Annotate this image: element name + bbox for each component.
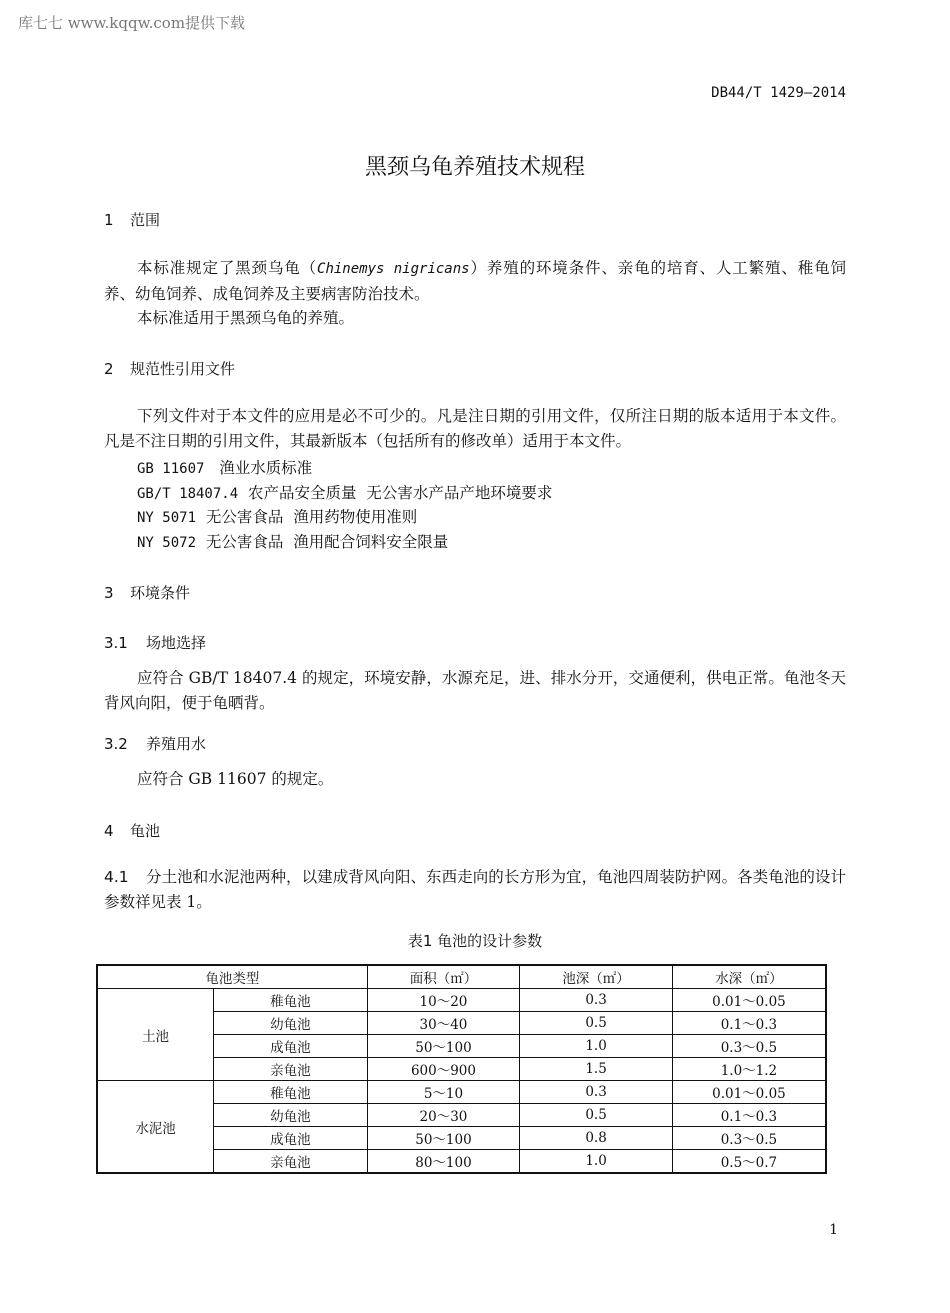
section-title: 场地选择 — [146, 634, 207, 652]
section-title: 规范性引用文件 — [130, 360, 236, 378]
table-cell: 20～30 — [367, 1104, 520, 1127]
section-title: 养殖用水 — [146, 735, 207, 753]
table-cell: 50～100 — [367, 1035, 520, 1058]
pond-parameter-table — [96, 964, 827, 1174]
table-cell: 600～900 — [367, 1058, 520, 1081]
scope-paragraph-1 — [104, 256, 846, 307]
table-cell: 0.5～0.7 — [672, 1150, 826, 1174]
table-cell: 成龟池 — [214, 1035, 368, 1058]
reference-item — [137, 456, 312, 478]
latin-name: Chinemys nigricans — [317, 261, 470, 277]
table-cell: 0.01～0.05 — [672, 989, 826, 1012]
header-cell: 池深（㎡） — [520, 965, 673, 989]
table-cell: 亲龟池 — [214, 1058, 368, 1081]
page-number: 1 — [829, 1222, 838, 1238]
clause-number: 4.1 — [104, 868, 129, 886]
scope-text: 本标准规定了黑颈乌龟（ — [137, 259, 318, 277]
table-cell: 幼龟池 — [214, 1012, 368, 1035]
reference-name: 渔业水质标准 — [219, 459, 313, 477]
section-number: 4 — [104, 822, 114, 840]
section-number: 2 — [104, 360, 114, 378]
section-3-heading — [104, 582, 190, 603]
table-cell: 0.1～0.3 — [672, 1012, 826, 1035]
document-title: 黑颈乌龟养殖技术规程 — [364, 155, 585, 180]
table-row — [97, 989, 826, 1012]
table-cell: 1.0 — [520, 1150, 673, 1174]
table-cell: 1.0 — [520, 1035, 673, 1058]
clause-text: 分土池和水泥池两种，以建成背风向阳、东西走向的长方形为宜，龟池四周装防护网。各类龟池的设计参数祥见表 1。 — [104, 868, 846, 911]
table-cell: 亲龟池 — [214, 1150, 368, 1174]
table-header-row — [97, 965, 826, 989]
reference-code: NY 5071 — [137, 510, 197, 526]
watermark: 库七七 www.kqqw.com提供下载 — [18, 14, 246, 32]
site-selection-paragraph: 应符合 GB/T 18407.4 的规定，环境安静，水源充足，进、排水分开，交通便利，供电正常。龟池冬天背风向阳，便于龟晒背。 — [104, 669, 846, 712]
section-title: 范围 — [130, 211, 161, 229]
reference-name: 农产品安全质量 无公害水产品产地环境要求 — [248, 484, 553, 502]
table-cell: 成龟池 — [214, 1127, 368, 1150]
table-cell: 0.01～0.05 — [672, 1081, 826, 1104]
section-3-2-heading — [104, 733, 206, 754]
section-2-heading — [104, 358, 235, 379]
section-number: 1 — [104, 211, 114, 229]
table-cell: 0.3～0.5 — [672, 1127, 826, 1150]
table-cell: 0.3～0.5 — [672, 1035, 826, 1058]
section-number: 3.1 — [104, 634, 128, 652]
header-cell: 面积（㎡） — [367, 965, 520, 989]
reference-code: GB/T 18407.4 — [137, 486, 239, 502]
clause-4-1 — [104, 865, 846, 915]
table-cell: 5～10 — [367, 1081, 520, 1104]
standard-code: DB44/T 1429—2014 — [711, 85, 846, 101]
section-4-heading — [104, 820, 160, 841]
reference-item — [137, 481, 552, 503]
table-cell: 0.3 — [520, 1081, 673, 1104]
table-cell: 稚龟池 — [214, 1081, 368, 1104]
table-cell: 1.5 — [520, 1058, 673, 1081]
group-cell: 水泥池 — [97, 1081, 214, 1174]
reference-item — [137, 505, 417, 527]
table-cell: 0.1～0.3 — [672, 1104, 826, 1127]
section-number: 3 — [104, 584, 114, 602]
section-3-1-heading — [104, 632, 206, 653]
reference-code: GB 11607 — [137, 461, 205, 477]
table-cell: 稚龟池 — [214, 989, 368, 1012]
table-cell: 0.5 — [520, 1012, 673, 1035]
section-title: 龟池 — [130, 822, 161, 840]
table-cell: 0.3 — [520, 989, 673, 1012]
group-cell: 土池 — [97, 989, 214, 1081]
table-caption: 表1 龟池的设计参数 — [407, 932, 543, 950]
scope-paragraph-2: 本标准适用于黑颈乌龟的养殖。 — [137, 309, 355, 327]
section-1-heading — [104, 209, 160, 230]
section-number: 3.2 — [104, 735, 128, 753]
culture-water-paragraph: 应符合 GB 11607 的规定。 — [137, 770, 334, 788]
table-cell: 50～100 — [367, 1127, 520, 1150]
header-cell: 水深（㎡） — [672, 965, 826, 989]
reference-name: 无公害食品 渔用配合饲料安全限量 — [205, 533, 449, 551]
reference-name: 无公害食品 渔用药物使用准则 — [205, 508, 418, 526]
scope-text-end: ）养殖的环境条件、亲龟的培育、人工繁殖、稚龟饲养、幼龟饲养、成龟饲养及主要病害防治技术。 — [104, 259, 846, 303]
table-cell: 幼龟池 — [214, 1104, 368, 1127]
table-cell: 0.5 — [520, 1104, 673, 1127]
table-cell: 10～20 — [367, 989, 520, 1012]
table-cell: 80～100 — [367, 1150, 520, 1174]
table-cell: 30～40 — [367, 1012, 520, 1035]
reference-item — [137, 530, 448, 552]
section-title: 环境条件 — [130, 584, 191, 602]
reference-code: NY 5072 — [137, 535, 197, 551]
references-intro: 下列文件对于本文件的应用是必不可少的。凡是注日期的引用文件，仅所注日期的版本适用于本文件。凡是不注日期的引用文件，其最新版本（包括所有的修改单）适用于本文件。 — [104, 407, 846, 450]
header-cell: 龟池类型 — [97, 965, 367, 989]
table-cell: 1.0～1.2 — [672, 1058, 826, 1081]
table-cell: 0.8 — [520, 1127, 673, 1150]
table-row — [97, 1081, 826, 1104]
